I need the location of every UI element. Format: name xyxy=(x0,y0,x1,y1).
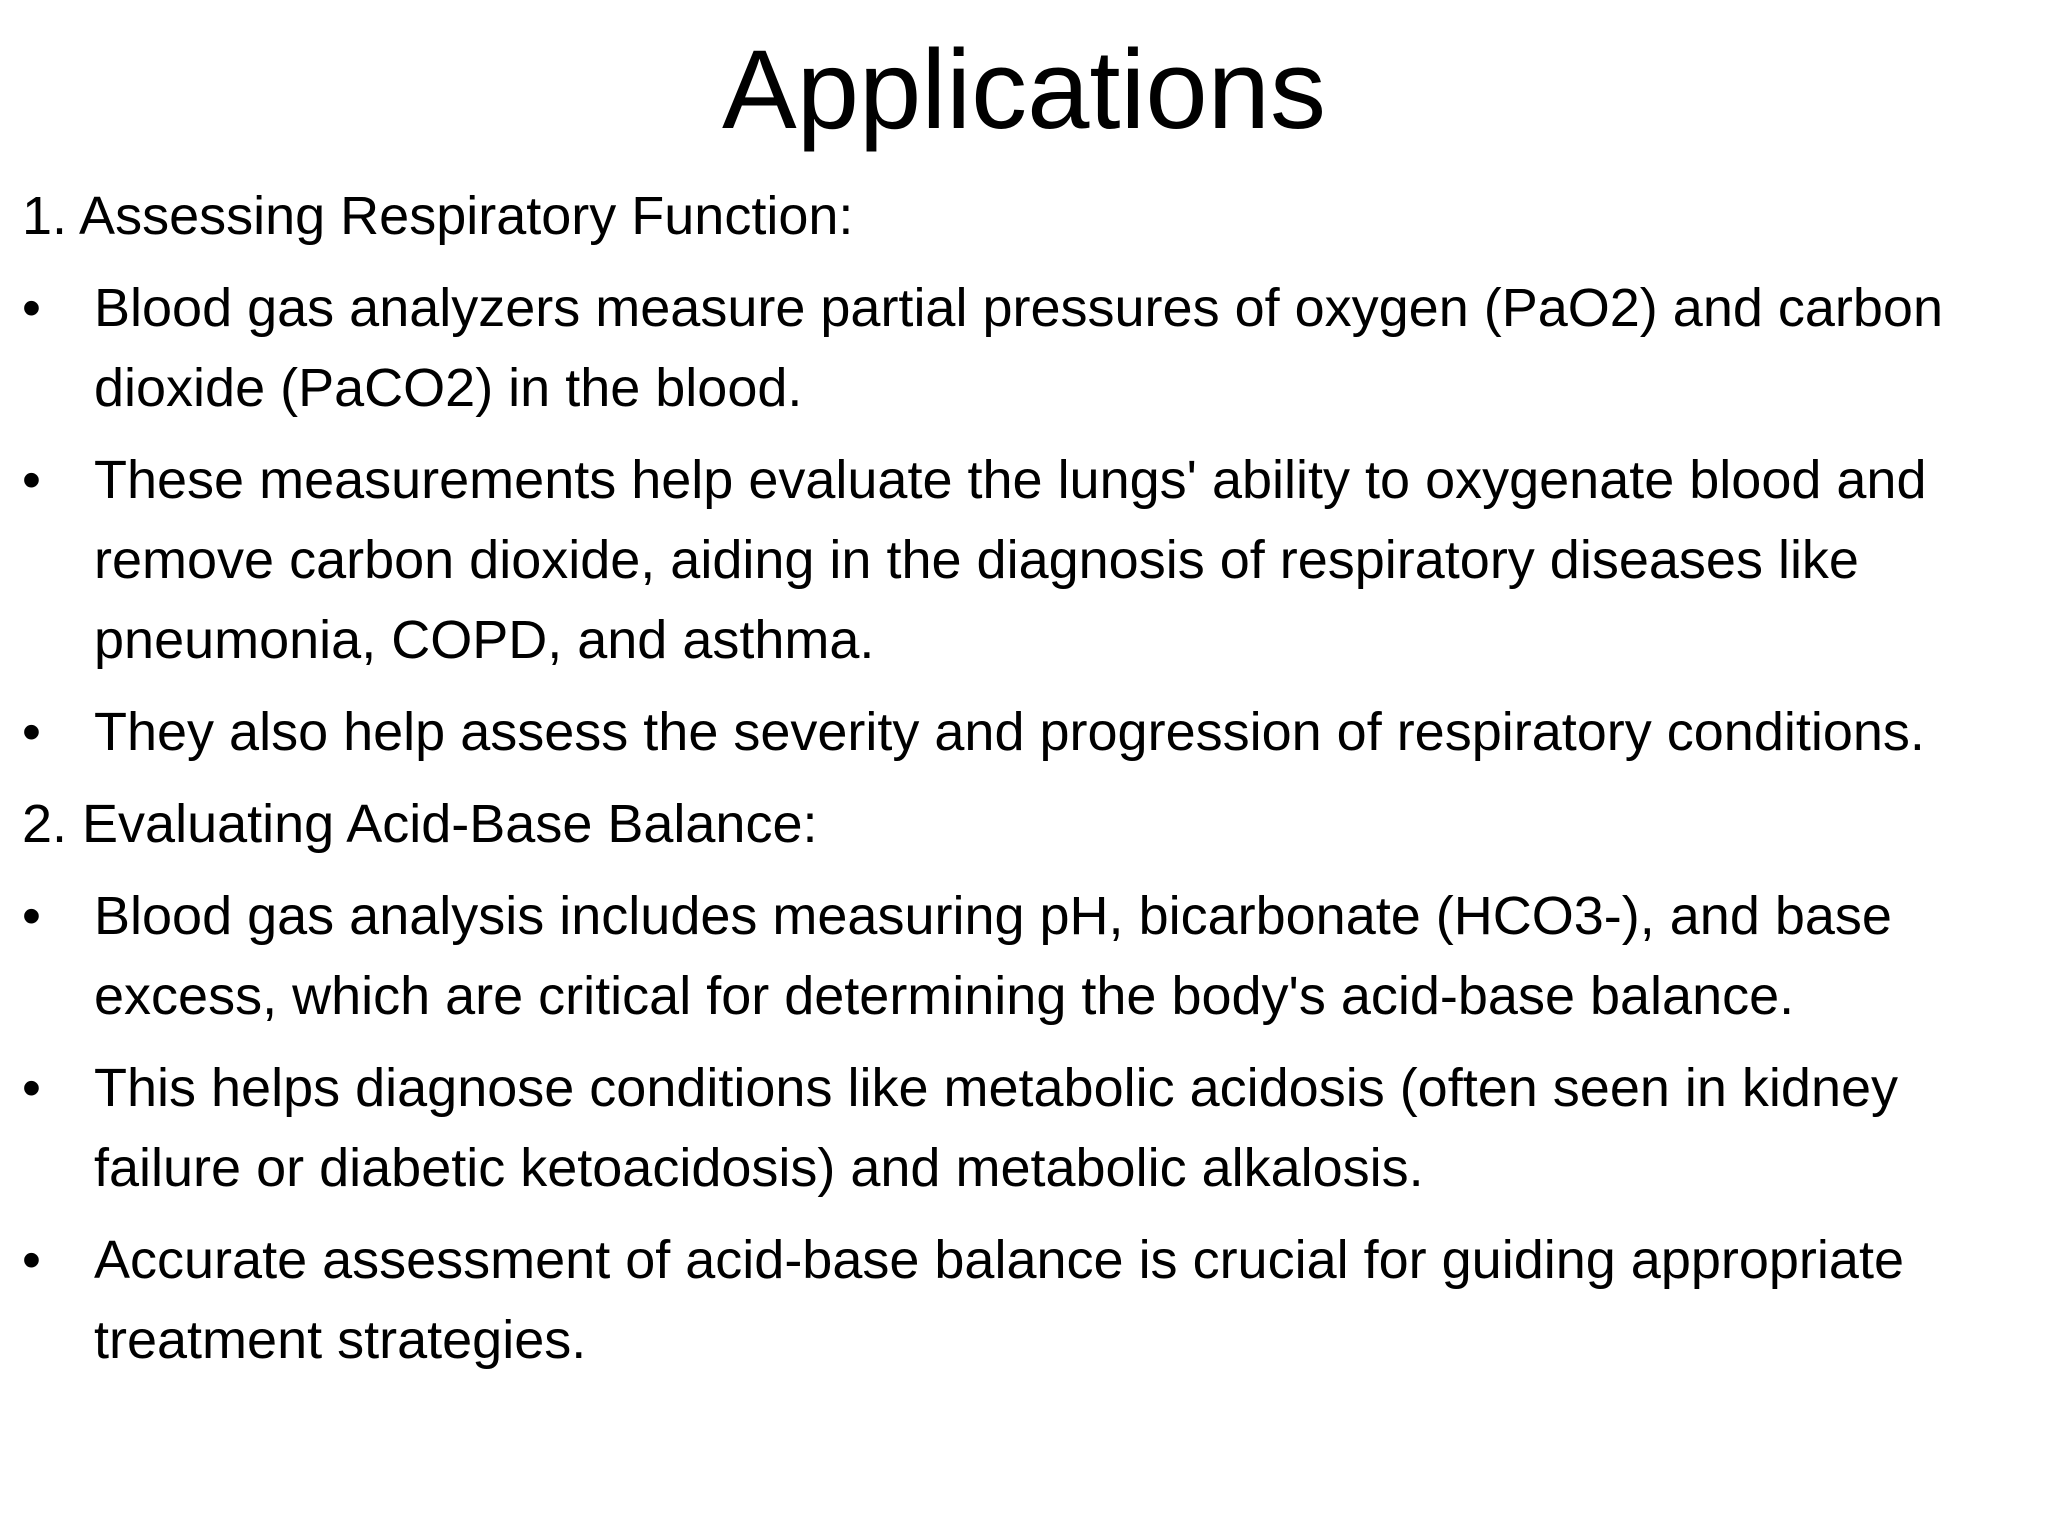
section-heading: 1. Assessing Respiratory Function: xyxy=(22,186,854,246)
section-acid-base-balance xyxy=(22,784,2026,1380)
bullet-item xyxy=(22,692,2026,772)
section-heading: 2. Evaluating Acid-Base Balance: xyxy=(22,794,818,854)
bullet-item xyxy=(22,1048,2026,1208)
bullet-icon: • xyxy=(22,886,41,946)
bullet-item xyxy=(22,876,2026,1036)
bullet-text: Accurate assessment of acid-base balance is crucial for guiding appropriate treatment strategies. xyxy=(94,1230,1904,1370)
section-respiratory-function xyxy=(22,176,2026,772)
bullet-text: They also help assess the severity and progression of respiratory conditions. xyxy=(94,702,1925,762)
bullet-icon: • xyxy=(22,1230,41,1290)
bullet-text: Blood gas analyzers measure partial pressures of oxygen (PaO2) and carbon dioxide (PaCO2) in the blood. xyxy=(94,278,1943,418)
slide-title: Applications xyxy=(722,27,1326,152)
bullet-list xyxy=(22,268,2026,772)
bullet-list xyxy=(22,876,2026,1380)
bullet-icon: • xyxy=(22,450,41,510)
bullet-item xyxy=(22,440,2026,680)
slide-content xyxy=(22,176,2026,1380)
bullet-item xyxy=(22,268,2026,428)
bullet-text: These measurements help evaluate the lungs' ability to oxygenate blood and remove carbon dioxide, aiding in the diagnosis of respiratory diseases like pneumonia, COPD, and asthma. xyxy=(94,450,1927,670)
bullet-icon: • xyxy=(22,278,41,338)
bullet-icon: • xyxy=(22,702,41,762)
bullet-text: Blood gas analysis includes measuring pH, bicarbonate (HCO3-), and base excess, which are critical for determining the body's acid-base balance. xyxy=(94,886,1892,1026)
bullet-text: This helps diagnose conditions like metabolic acidosis (often seen in kidney failure or diabetic ketoacidosis) and metabolic alkalosis. xyxy=(94,1058,1899,1198)
bullet-item xyxy=(22,1220,2026,1380)
bullet-icon: • xyxy=(22,1058,41,1118)
